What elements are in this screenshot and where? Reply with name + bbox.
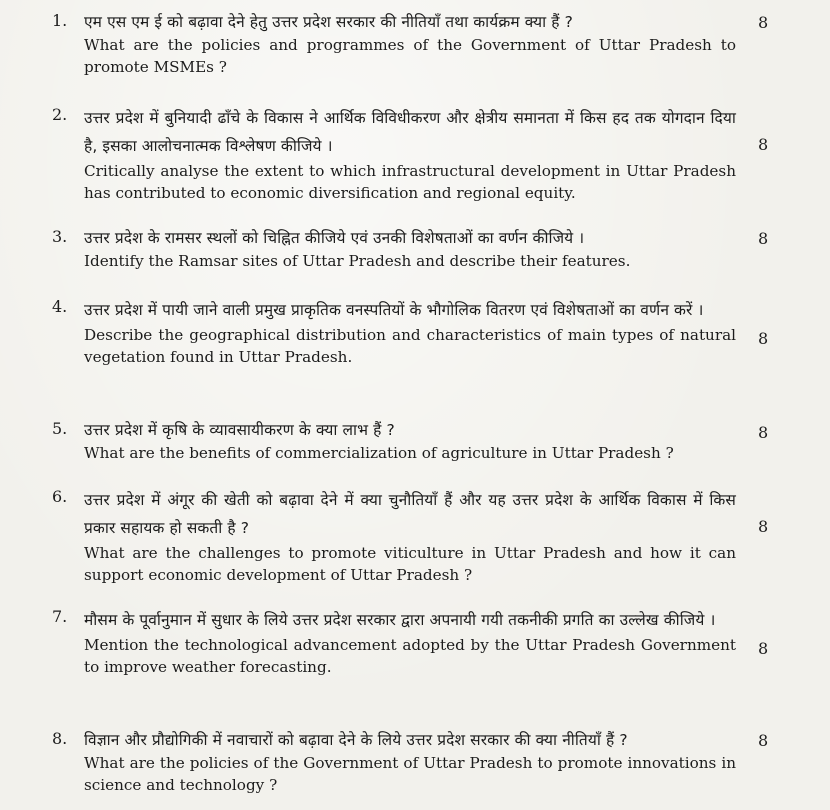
question-marks: 8: [758, 229, 769, 248]
question-hindi: उत्तर प्रदेश के रामसर स्थलों को चिह्नित कीजिये एवं उनकी विशेषताओं का वर्णन कीजिये ।: [84, 229, 585, 247]
question-english: What are the policies of the Government of Uttar Pradesh to promote innovations in science and technology ?: [84, 754, 736, 794]
question-number: 8.: [52, 729, 68, 748]
question-marks: 8: [758, 423, 769, 442]
question-number: 4.: [52, 297, 68, 316]
question-hindi: उत्तर प्रदेश में बुनियादी ढाँचे के विकास ने आर्थिक विविधीकरण और क्षेत्रीय समानता में किस हद तक योगदान दिया है, इसका आलोचनात्मक विश्लेषण कीजिये ।: [84, 109, 736, 155]
question-marks: 8: [758, 517, 769, 536]
question-hindi: मौसम के पूर्वानुमान में सुधार के लिये उत्तर प्रदेश सरकार द्वारा अपनायी गयी तकनीकी प्रगति का उल्लेख कीजिये ।: [84, 611, 716, 629]
question-marks: 8: [758, 639, 769, 658]
question-english: Describe the geographical distribution and characteristics of main types of natural vegetation found in Uttar Pradesh.: [84, 326, 736, 366]
question-marks: 8: [758, 329, 769, 348]
question-english: What are the benefits of commercialization of agriculture in Uttar Pradesh ?: [84, 444, 674, 462]
question-text: [84, 226, 736, 272]
question-english: Mention the technological advancement adopted by the Uttar Pradesh Government to improve weather forecasting.: [84, 636, 736, 676]
question-hindi: उत्तर प्रदेश में पायी जाने वाली प्रमुख प्राकृतिक वनस्पतियों के भौगोलिक वितरण एवं विशेषताओं का वर्णन करें ।: [84, 301, 704, 319]
question-english: Identify the Ramsar sites of Uttar Pradesh and describe their features.: [84, 252, 631, 270]
question-text: [84, 10, 736, 78]
question-english: Critically analyse the extent to which infrastructural development in Uttar Pradesh has contributed to economic diversification and regional equity.: [84, 162, 736, 202]
question-marks: 8: [758, 731, 769, 750]
question-hindi: उत्तर प्रदेश में अंगूर की खेती को बढ़ावा देने में क्या चुनौतियाँ हैं और यह उत्तर प्रदेश के आर्थिक विकास में किस प्रकार सहायक हो सकती है ?: [84, 491, 736, 537]
question-text: [84, 728, 736, 796]
question-text: [84, 104, 736, 204]
question-number: 3.: [52, 227, 68, 246]
question-hindi: एम एस एम ई को बढ़ावा देने हेतु उत्तर प्रदेश सरकार की नीतियाँ तथा कार्यक्रम क्या हैं ?: [84, 13, 573, 31]
question-number: 6.: [52, 487, 68, 506]
question-hindi: उत्तर प्रदेश में कृषि के व्यावसायीकरण के क्या लाभ हैं ?: [84, 421, 395, 439]
question-number: 7.: [52, 607, 68, 626]
question-text: [84, 486, 736, 586]
question-text: [84, 606, 736, 678]
question-hindi: विज्ञान और प्रौद्योगिकी में नवाचारों को बढ़ावा देने के लिये उत्तर प्रदेश सरकार की क्या नीतियाँ हैं ?: [84, 731, 628, 749]
question-marks: 8: [758, 135, 769, 154]
question-number: 2.: [52, 105, 68, 124]
question-english: What are the challenges to promote viticulture in Uttar Pradesh and how it can support economic development of Uttar Pradesh ?: [84, 544, 736, 584]
question-marks: 8: [758, 13, 769, 32]
question-text: [84, 296, 736, 368]
question-text: [84, 418, 736, 464]
question-number: 1.: [52, 11, 68, 30]
question-number: 5.: [52, 419, 68, 438]
question-english: What are the policies and programmes of the Government of Uttar Pradesh to promote MSMEs ?: [84, 36, 736, 76]
